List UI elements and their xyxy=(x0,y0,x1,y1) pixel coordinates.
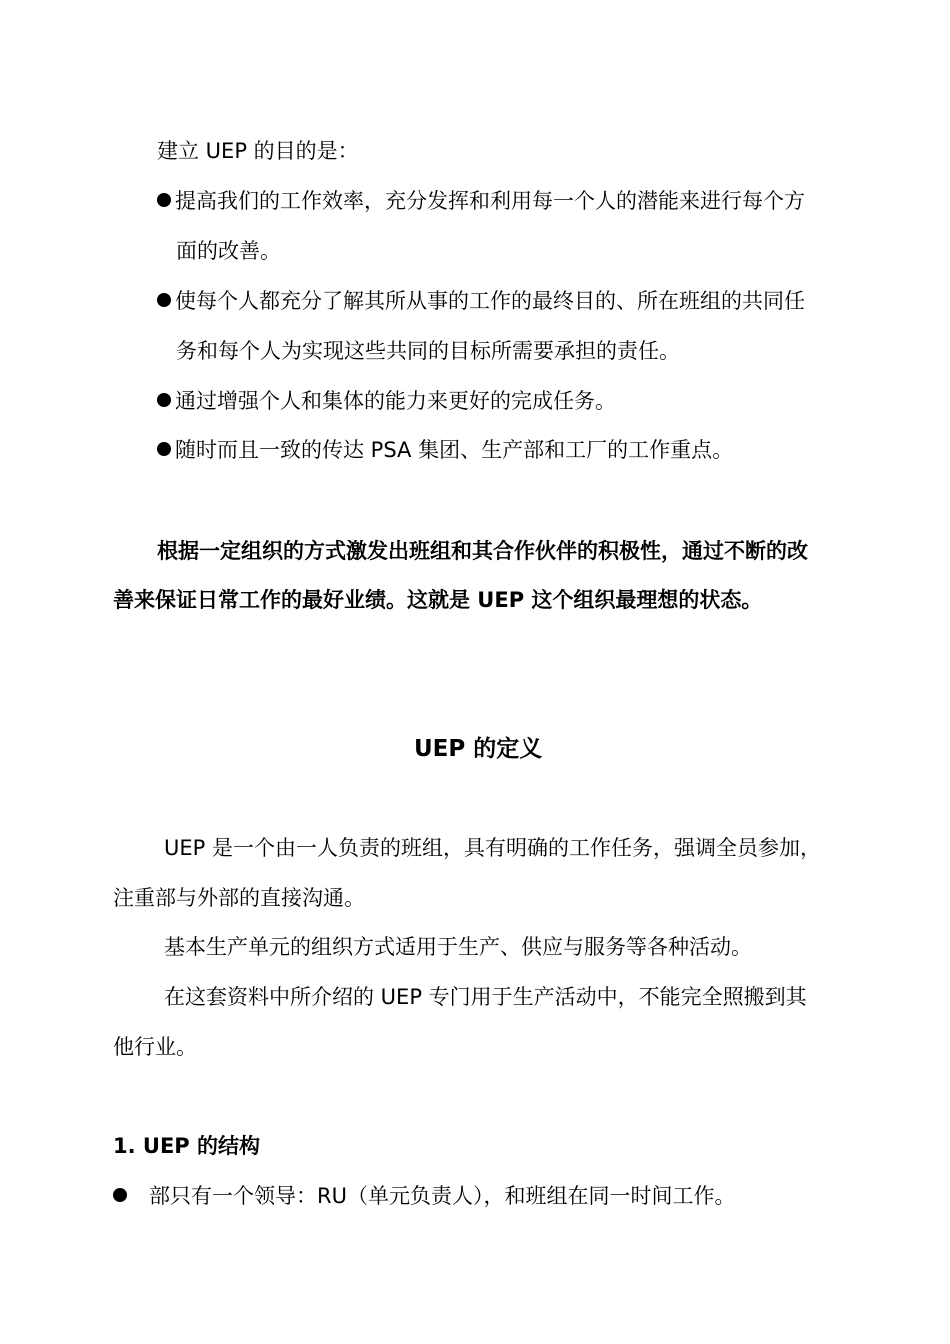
purpose-bullet-2-cont: 务和每个人为实现这些共同的目标所需要承担的责任。 xyxy=(176,339,680,363)
definition-para-1-line-2: 注重部与外部的直接沟通。 xyxy=(113,886,365,910)
definition-para-2: 基本生产单元的组织方式适用于生产、供应与服务等各种活动。 xyxy=(164,935,752,959)
purpose-bullet-2-text: 使每个人都充分了解其所从事的工作的最终目的、所在班组的共同任 xyxy=(175,289,805,313)
purpose-intro: 建立 UEP 的目的是： xyxy=(157,139,359,163)
definition-para-3-line-2: 他行业。 xyxy=(113,1035,197,1059)
definition-title: UEP 的定义 xyxy=(414,736,543,762)
definition-para-1-line-1: UEP 是一个由一人负责的班组，具有明确的工作任务，强调全员参加， xyxy=(164,836,821,860)
purpose-bullet-4-text: 随时而且一致的传达 PSA 集团、生产部和工厂的工作重点。 xyxy=(175,438,734,462)
structure-bullet-1 xyxy=(113,1183,735,1209)
purpose-bullet-3 xyxy=(157,388,616,414)
structure-heading: 1. UEP 的结构 xyxy=(113,1134,260,1158)
bullet-dot-icon xyxy=(113,1188,127,1202)
structure-bullet-1-text: 部只有一个领导：RU（单元负责人），和班组在同一时间工作。 xyxy=(149,1184,736,1208)
definition-para-3-line-1: 在这套资料中所介绍的 UEP 专门用于生产活动中，不能完全照搬到其 xyxy=(164,985,807,1009)
summary-line-2: 善来保证日常工作的最好业绩。这就是 UEP 这个组织最理想的状态。 xyxy=(113,588,763,612)
bullet-dot-icon xyxy=(157,393,171,407)
bullet-dot-icon xyxy=(157,293,171,307)
purpose-bullet-1 xyxy=(157,188,805,214)
purpose-bullet-2 xyxy=(157,288,805,314)
bullet-dot-icon xyxy=(157,193,171,207)
bullet-dot-icon xyxy=(157,442,171,456)
purpose-bullet-1-text: 提高我们的工作效率，充分发挥和利用每一个人的潜能来进行每个方 xyxy=(175,189,805,213)
purpose-bullet-3-text: 通过增强个人和集体的能力来更好的完成任务。 xyxy=(175,389,616,413)
purpose-bullet-1-cont: 面的改善。 xyxy=(176,239,281,263)
purpose-bullet-4 xyxy=(157,437,733,463)
summary-line-1: 根据一定组织的方式激发出班组和其合作伙伴的积极性，通过不断的改 xyxy=(157,539,808,563)
